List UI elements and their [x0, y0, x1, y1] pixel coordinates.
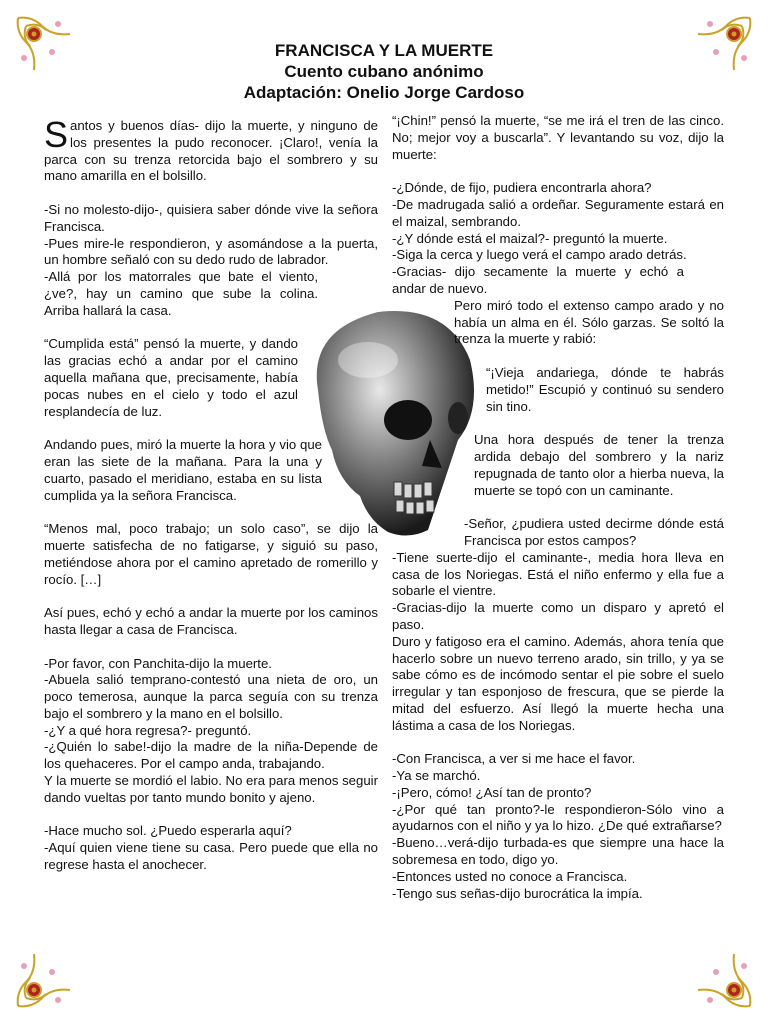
- paragraph: -¿Y dónde está el maizal?- preguntó la muerte.: [392, 230, 668, 246]
- paragraph: -Hace mucho sol. ¿Puedo esperarla aquí?: [44, 823, 292, 839]
- paragraph: -Abuela salió temprano-contestó una nieta de oro, un poco temerosa, aunque la parca seguía con su trenza bajo el sombrero y la mano en el bolsillo.: [44, 672, 378, 721]
- paragraph: -Señor, ¿pudiera usted decirme dónde está Francisca por estos campos?: [464, 516, 724, 548]
- paragraph: Santos y buenos días- dijo la muerte, y ninguno de los presentes la pudo reconocer. ¡Claro!, venía la parca con su trenza retorcida bajo el sombrero y su mano amarilla en el bolsillo.: [44, 114, 378, 184]
- page-title: FRANCISCA Y LA MUERTE: [274, 41, 494, 60]
- page-header: [0, 40, 768, 103]
- page-subtitle: Cuento cubano anónimo: [284, 62, 484, 81]
- paragraph: -¿Dónde, de fijo, pudiera encontrarla ahora?: [392, 180, 652, 196]
- paragraph: -Entonces usted no conoce a Francisca.: [392, 868, 628, 884]
- paragraph: Pero miró todo el extenso campo arado y no había un alma en él. Sólo garzas. Se soltó la trenza la muerte y rabió:: [454, 297, 724, 347]
- paragraph: Duro y fatigoso era el camino. Además, ahora tenía que hacerlo sobre un nuevo terreno arado, sin trillo, y ya se sabe cómo es de incómodo sentar el pie sobre el suelo irregular y tan esponjoso de frescura, que se pierde la mitad del esfuerzo. Así llegó la muerte hecha una lástima a casa de los Noriegas.: [392, 633, 724, 733]
- paragraph: -Siga la cerca y luego verá el campo arado detrás.: [392, 247, 687, 263]
- paragraph: “¡Vieja andariega, dónde te habrás metido!” Escupió y continuó su sendero sin tino.: [486, 364, 724, 414]
- paragraph: “Cumplida está” pensó la muerte, y dando las gracias echó a andar por el camino aquella mañana que, precisamente, había pocas nubes en el cielo y todo el azul resplandecía de luz.: [44, 336, 298, 419]
- paragraph: “¡Chin!” pensó la muerte, “se me irá el tren de las cinco. No; mejor voy a buscarla”. Y levantando su voz, dijo la muerte:: [392, 113, 724, 162]
- paragraph: Y la muerte se mordió el labio. No era para menos seguir dando vueltas por tanto mundo bonito y ajeno.: [44, 773, 379, 805]
- paragraph: Así pues, echó y echó a andar la muerte por los caminos hasta llegar a casa de Francisca.: [44, 605, 378, 637]
- paragraph: -De madrugada salió a ordeñar. Seguramente estará en el maizal, sembrando.: [392, 196, 724, 229]
- paragraph: -Gracias- dijo secamente la muerte y echó a andar de nuevo.: [392, 264, 684, 296]
- paragraph: -Ya se marchó.: [392, 768, 481, 784]
- drop-cap: S: [44, 114, 69, 155]
- paragraph: -Con Francisca, a ver si me hace el favor.: [392, 751, 636, 767]
- paragraph: -Gracias-dijo la muerte como un disparo y apretó el paso.: [392, 600, 724, 632]
- paragraph: -Si no molesto-dijo-, quisiera saber dónde vive la señora Francisca.: [44, 201, 378, 234]
- paragraph: -Aquí quien viene tiene su casa. Pero puede que ella no regrese hasta el anochecer.: [44, 840, 378, 873]
- paragraph: -Por favor, con Panchita-dijo la muerte.: [44, 655, 272, 671]
- paragraph: -¿Y a qué hora regresa?- preguntó.: [44, 722, 252, 738]
- paragraph: -¡Pero, cómo! ¿Así tan de pronto?: [392, 784, 592, 800]
- floral-ornament-icon: [692, 948, 756, 1012]
- paragraph: -¿Quién lo sabe!-dijo la madre de la niña-Depende de los quehaceres. Por el campo anda, trabajando.: [44, 739, 378, 772]
- paragraph: Andando pues, miró la muerte la hora y vio que eran las siete de la mañana. Para la una y cuarto, pasado el meridiano, estaba en su lista cumplida ya la señora Francisca.: [44, 437, 322, 503]
- paragraph: -Tengo sus señas-dijo burocrática la impía.: [392, 885, 643, 901]
- paragraph: “Menos mal, poco trabajo; un solo caso”, se dijo la muerte satisfecha de no fatigarse, y siguió su paso, metiéndose ahora por el camino apretado de romerillo y rocío. […]: [44, 521, 378, 587]
- text-column-left: [44, 114, 379, 874]
- floral-ornament-icon: [12, 948, 76, 1012]
- adaptation-credit: Adaptación: Onelio Jorge Cardoso: [243, 83, 525, 102]
- paragraph: -Tiene suerte-dijo el caminante-, media hora lleva en casa de los Noriegas. Está el niño enfermo y ella fue a sobarle el vientre.: [392, 549, 724, 599]
- paragraph: -Pues mire-le respondieron, y asomándose a la puerta, un hombre señaló con su dedo rudo de labrador.: [44, 235, 378, 268]
- text-column-right: [392, 113, 724, 902]
- paragraph: -¿Por qué tan pronto?-le respondieron-Sólo vino a ayudarnos con el niño y ya lo hizo. ¿De qué extrañarse?: [392, 801, 724, 834]
- paragraph: -Allá por los matorrales que bate el viento, ¿ve?, hay un camino que sube la colina. Arriba hallará la casa.: [44, 269, 318, 318]
- paragraph: -Bueno…verá-dijo turbada-es que siempre una hace la sobremesa en todo, digo yo.: [392, 835, 724, 868]
- paragraph: Una hora después de tener la trenza ardida debajo del sombrero y la nariz repugnada de tanto olor a hierba nueva, la muerte se topó con un caminante.: [474, 432, 724, 498]
